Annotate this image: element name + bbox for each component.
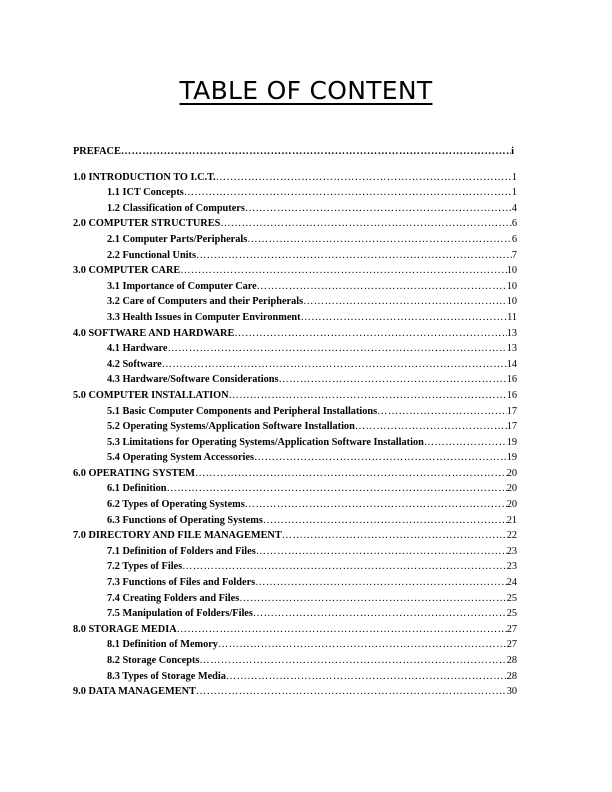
toc-chapter-entry xyxy=(73,622,517,638)
toc-leader-dots xyxy=(218,637,507,653)
toc-entry-label: 3.3 Health Issues in Computer Environment xyxy=(107,311,301,323)
toc-entry-page: 30 xyxy=(506,686,517,698)
toc-entry-page: 14 xyxy=(506,358,517,370)
toc-leader-dots xyxy=(239,591,506,607)
toc-entry-page: 25 xyxy=(506,608,517,620)
toc-entry-label: 7.5 Manipulation of Folders/Files xyxy=(107,608,253,620)
toc-entry-page: 27 xyxy=(506,639,517,651)
toc-entry-label: 2.0 COMPUTER STRUCTURES xyxy=(73,218,221,230)
toc-entry-label: 3.1 Importance of Computer Care xyxy=(107,280,257,292)
toc-leader-dots xyxy=(247,232,512,248)
toc-entry-label: 3.0 COMPUTER CARE xyxy=(73,265,181,277)
toc-chapter-entry xyxy=(73,466,517,482)
toc-leader-dots xyxy=(182,559,507,575)
toc-section-entry xyxy=(73,310,517,326)
toc-entry-page: 4 xyxy=(511,202,517,214)
toc-chapter-entry xyxy=(73,528,517,544)
toc-entry-label: 2.2 Functional Units xyxy=(107,249,196,261)
toc-entry-page: 24 xyxy=(506,577,517,589)
toc-entry-label: 4.1 Hardware xyxy=(107,343,168,355)
toc-entry-page: 13 xyxy=(506,327,517,339)
toc-entry-label: 2.1 Computer Parts/Peripherals xyxy=(107,233,248,245)
toc-leader-dots xyxy=(121,144,511,160)
toc-entry-page: 6 xyxy=(511,218,517,230)
toc-entry-page: 1 xyxy=(511,187,517,199)
toc-entry-page: i xyxy=(511,146,514,157)
toc-entry-label: 1.2 Classification of Computers xyxy=(107,202,245,214)
toc-section-entry xyxy=(73,591,517,607)
toc-leader-dots xyxy=(216,170,512,186)
toc-entry-label: 5.4 Operating System Accessories xyxy=(107,452,254,464)
toc-entry-page: 16 xyxy=(506,389,517,401)
toc-entry-label: 6.2 Types of Operating Systems xyxy=(107,499,245,511)
toc-section-entry xyxy=(73,559,517,575)
toc-entry-label: 1.0 INTRODUCTION TO I.C.T. xyxy=(73,171,216,183)
toc-entry-page: 17 xyxy=(506,421,517,433)
toc-entry-page: 20 xyxy=(506,467,517,479)
toc-entry-label: 8.2 Storage Concepts xyxy=(107,655,200,666)
toc-section-entry xyxy=(73,606,517,622)
toc-entry-label: 4.0 SOFTWARE AND HARDWARE xyxy=(73,327,235,339)
toc-entry-page: 7 xyxy=(511,249,517,261)
toc-entry-label: 7.4 Creating Folders and Files xyxy=(107,592,240,604)
toc-section-entry xyxy=(73,435,517,451)
toc-entry-label: 7.3 Functions of Files and Folders xyxy=(107,577,256,589)
toc-leader-dots xyxy=(196,684,507,700)
toc-leader-dots xyxy=(279,372,507,388)
toc-section-entry xyxy=(73,404,517,420)
toc-leader-dots xyxy=(254,450,507,466)
toc-section-entry xyxy=(73,372,517,388)
toc-leader-dots xyxy=(377,404,507,420)
toc-leader-dots xyxy=(195,466,507,482)
toc-leader-dots xyxy=(255,575,507,591)
toc-section-entry xyxy=(73,341,517,357)
toc-section-entry xyxy=(73,201,517,217)
toc-entry-page: 22 xyxy=(506,530,517,542)
toc-entry-page: 20 xyxy=(506,483,517,495)
toc-leader-dots xyxy=(220,216,512,232)
toc-leader-dots xyxy=(424,435,507,451)
toc-leader-dots xyxy=(167,481,507,497)
toc-entry-label: 8.1 Definition of Memory xyxy=(107,639,218,651)
toc-leader-dots xyxy=(263,513,507,529)
table-of-contents xyxy=(73,144,517,700)
toc-section-entry xyxy=(73,294,517,310)
toc-entry-label: 7.0 DIRECTORY AND FILE MANAGEMENT xyxy=(73,530,282,542)
toc-leader-dots xyxy=(303,294,507,310)
toc-entry-page: 10 xyxy=(506,265,517,277)
toc-entry-label: 5.1 Basic Computer Components and Peripheral Installations xyxy=(107,405,378,417)
toc-leader-dots xyxy=(256,544,507,560)
toc-leader-dots xyxy=(180,263,506,279)
toc-entry-label: PREFACE xyxy=(73,146,121,157)
toc-leader-dots xyxy=(253,606,507,622)
toc-entry-label: 5.3 Limitations for Operating Systems/Application Software Installation xyxy=(107,436,424,448)
toc-leader-dots xyxy=(177,622,507,638)
toc-section-entry xyxy=(73,185,517,201)
toc-entry-page: 13 xyxy=(506,343,517,355)
toc-section-entry xyxy=(73,419,517,435)
toc-section-entry xyxy=(73,497,517,513)
toc-leader-dots xyxy=(282,528,507,544)
toc-entry-page: 27 xyxy=(506,623,517,635)
toc-section-entry xyxy=(73,232,517,248)
toc-leader-dots xyxy=(245,201,512,217)
toc-leader-dots xyxy=(226,669,507,685)
toc-entry-page: 19 xyxy=(506,436,517,448)
toc-leader-dots xyxy=(162,357,507,373)
toc-entry-label: 6.0 OPERATING SYSTEM xyxy=(73,467,195,479)
toc-entry-preface xyxy=(73,144,517,160)
toc-entry-label: 6.3 Functions of Operating Systems xyxy=(107,514,263,526)
toc-section-entry xyxy=(73,279,517,295)
toc-leader-dots xyxy=(196,248,512,264)
toc-leader-dots xyxy=(229,388,507,404)
toc-chapter-entry xyxy=(73,684,517,700)
toc-leader-dots xyxy=(167,341,506,357)
toc-entry-page: 21 xyxy=(506,514,517,526)
toc-section-entry xyxy=(73,248,517,264)
toc-entry-page: 10 xyxy=(506,280,517,292)
toc-entry-page: 10 xyxy=(506,296,517,308)
toc-entry-label: 1.1 ICT Concepts xyxy=(107,187,184,199)
toc-entry-label: 9.0 DATA MANAGEMENT xyxy=(73,686,196,698)
toc-chapter-entry xyxy=(73,216,517,232)
toc-entry-page: 6 xyxy=(511,233,517,245)
toc-chapter-entry xyxy=(73,388,517,404)
toc-entry-label: 5.0 COMPUTER INSTALLATION xyxy=(73,389,229,401)
toc-leader-dots xyxy=(301,310,508,326)
toc-chapter-entry xyxy=(73,263,517,279)
toc-leader-dots xyxy=(199,653,506,669)
toc-section-entry xyxy=(73,653,517,669)
toc-entry-page: 16 xyxy=(506,374,517,386)
toc-entry-label: 8.3 Types of Storage Media xyxy=(107,670,226,682)
toc-list xyxy=(73,170,517,700)
toc-entry-page: 25 xyxy=(506,592,517,604)
toc-entry-page: 1 xyxy=(511,171,517,183)
toc-entry-page: 17 xyxy=(506,405,517,417)
toc-entry-page: 20 xyxy=(506,499,517,511)
toc-entry-label: 7.1 Definition of Folders and Files xyxy=(107,545,256,557)
toc-chapter-entry xyxy=(73,326,517,342)
toc-section-entry xyxy=(73,513,517,529)
toc-entry-label: 3.2 Care of Computers and their Peripherals xyxy=(107,296,304,308)
toc-section-entry xyxy=(73,357,517,373)
toc-section-entry xyxy=(73,575,517,591)
toc-entry-page: 23 xyxy=(506,561,517,573)
toc-entry-page: 28 xyxy=(506,670,517,682)
toc-leader-dots xyxy=(245,497,507,513)
toc-section-entry xyxy=(73,637,517,653)
toc-entry-label: 7.2 Types of Files xyxy=(107,561,183,573)
toc-section-entry xyxy=(73,669,517,685)
toc-entry-page: 23 xyxy=(506,545,517,557)
toc-leader-dots xyxy=(355,419,507,435)
toc-leader-dots xyxy=(257,279,507,295)
toc-section-entry xyxy=(73,481,517,497)
toc-leader-dots xyxy=(184,185,512,201)
page-title: TABLE OF CONTENT xyxy=(179,76,433,105)
toc-entry-label: 8.0 STORAGE MEDIA xyxy=(73,623,177,635)
toc-entry-label: 4.2 Software xyxy=(107,358,162,370)
toc-entry-label: 5.2 Operating Systems/Application Software Installation xyxy=(107,421,355,433)
toc-leader-dots xyxy=(234,326,506,342)
toc-entry-label: 6.1 Definition xyxy=(107,483,167,495)
toc-section-entry xyxy=(73,544,517,560)
toc-section-entry xyxy=(73,450,517,466)
toc-entry-label: 4.3 Hardware/Software Considerations xyxy=(107,374,279,386)
toc-entry-page: 19 xyxy=(506,452,517,464)
toc-entry-page: 28 xyxy=(506,655,517,666)
toc-chapter-entry xyxy=(73,170,517,186)
toc-entry-page: 11 xyxy=(507,311,517,323)
